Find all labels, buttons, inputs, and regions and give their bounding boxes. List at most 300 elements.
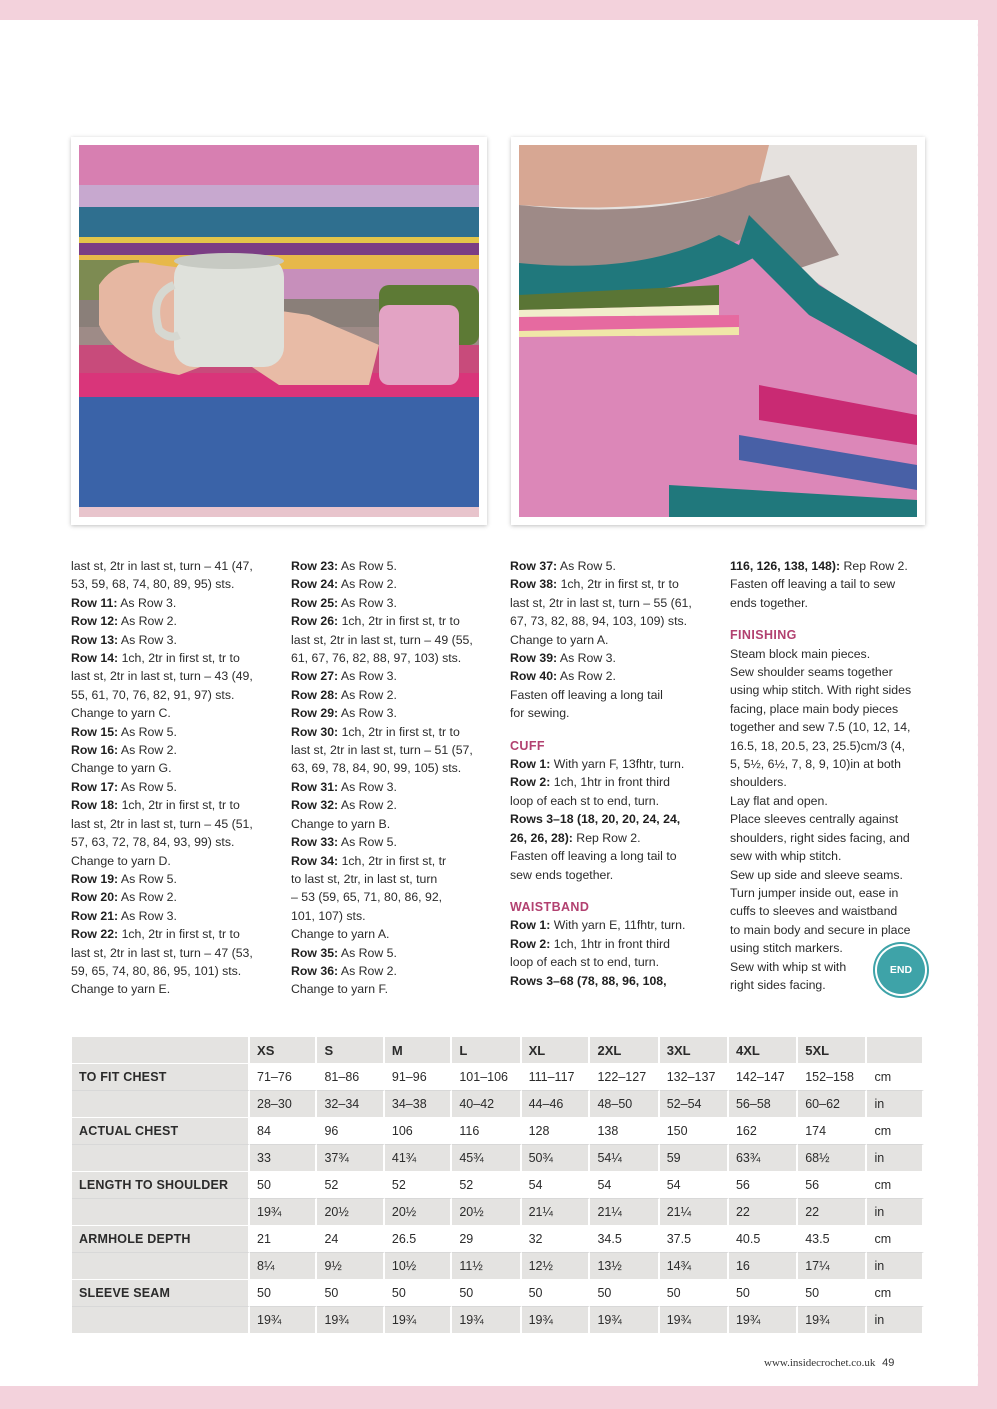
size-header-cell: XS — [250, 1037, 317, 1064]
pattern-line — [510, 810, 720, 828]
pattern-line — [291, 594, 501, 612]
measurement-value: 11½ — [452, 1253, 521, 1280]
measurement-value: 63¾ — [729, 1145, 798, 1172]
measurement-label: TO FIT CHEST — [72, 1064, 250, 1091]
measurement-value: 41¾ — [385, 1145, 452, 1172]
row-text: Fasten off leaving a long tail — [510, 687, 663, 702]
size-header-row — [72, 1037, 924, 1064]
row-text: Change to yarn D. — [71, 853, 171, 868]
pattern-line — [510, 829, 720, 847]
pattern-line — [510, 792, 720, 810]
row-label: Row 30: — [291, 724, 339, 739]
row-text: Fasten off leaving a long tail to — [510, 849, 677, 864]
pattern-line — [730, 645, 940, 663]
row-text: sew with whip stitch. — [730, 849, 842, 864]
pattern-line — [291, 575, 501, 593]
row-text: ends together. — [730, 595, 808, 610]
row-text: 57, 63, 72, 78, 84, 93, 99) sts. — [71, 835, 235, 850]
size-table-row — [72, 1199, 924, 1226]
row-text: 5, 5½, 6½, 7, 8, 9, 10)in at both — [730, 757, 901, 772]
measurement-value: 28–30 — [250, 1091, 317, 1118]
row-label: Row 37: — [510, 559, 558, 573]
measurement-value: 174 — [798, 1118, 867, 1145]
measurement-value: 50 — [385, 1280, 452, 1307]
row-label: Row 39: — [510, 651, 558, 666]
pattern-line — [291, 649, 501, 667]
row-text: shoulders. — [730, 775, 787, 790]
measurement-value: 37¾ — [317, 1145, 384, 1172]
row-text: Steam block main pieces. — [730, 646, 871, 661]
row-text: 1ch, 1htr in front third — [550, 936, 670, 951]
measurement-value: 54¼ — [590, 1145, 659, 1172]
pattern-line — [510, 972, 720, 990]
row-text: Sew shoulder seams together — [730, 665, 893, 680]
pattern-column-3 — [510, 557, 720, 990]
pattern-line — [291, 557, 501, 575]
row-label: Row 2: — [510, 775, 551, 790]
row-label: Row 31: — [291, 779, 339, 794]
row-label: Row 33: — [291, 835, 339, 850]
pattern-line — [291, 612, 501, 630]
measurement-label — [72, 1307, 250, 1334]
row-text: As Row 5. — [338, 945, 397, 960]
measurement-value: 52 — [452, 1172, 521, 1199]
pattern-line — [71, 741, 281, 759]
section-heading: FINISHING — [730, 628, 797, 643]
pattern-line — [291, 870, 501, 888]
size-header-cell: S — [317, 1037, 384, 1064]
row-label: Row 15: — [71, 724, 119, 739]
measurement-value: 138 — [590, 1118, 659, 1145]
row-label: Row 20: — [71, 890, 119, 905]
row-text: Fasten off leaving a tail to sew — [730, 577, 896, 592]
measurement-value: 20½ — [317, 1199, 384, 1226]
row-text: As Row 2. — [338, 963, 397, 978]
row-text: 1ch, 2tr in first st, tr — [338, 853, 447, 868]
pattern-line — [71, 667, 281, 685]
measurement-value: 68½ — [798, 1145, 867, 1172]
measurement-value: 21 — [250, 1226, 317, 1253]
measurement-value: 81–86 — [317, 1064, 384, 1091]
row-label: Row 26: — [291, 614, 339, 629]
pattern-line — [71, 870, 281, 888]
measurement-value: 24 — [317, 1226, 384, 1253]
pattern-line — [71, 888, 281, 906]
end-badge: END — [877, 946, 925, 994]
measurement-label — [72, 1199, 250, 1226]
pattern-line — [730, 902, 940, 920]
pattern-line — [71, 686, 281, 704]
size-table-row — [72, 1307, 924, 1334]
pattern-line — [71, 944, 281, 962]
row-text: loop of each st to end, turn. — [510, 793, 660, 808]
pattern-line — [730, 792, 940, 810]
page-number: 49 — [882, 1357, 895, 1369]
measurement-value: 96 — [317, 1118, 384, 1145]
row-text: As Row 3. — [338, 595, 397, 610]
measurement-value: 33 — [250, 1145, 317, 1172]
row-text: last st, 2tr in last st, turn – 43 (49, — [71, 669, 253, 684]
pattern-line — [510, 649, 720, 667]
measurement-value: 54 — [522, 1172, 591, 1199]
measurement-value: 101–106 — [452, 1064, 521, 1091]
pattern-line — [510, 935, 720, 953]
measurement-value: 22 — [798, 1199, 867, 1226]
pattern-line — [730, 773, 940, 791]
row-label: Row 21: — [71, 908, 119, 923]
pattern-line — [71, 815, 281, 833]
row-text: Turn jumper inside out, ease in — [730, 885, 899, 900]
row-text: – 53 (59, 65, 71, 80, 86, 92, — [291, 890, 443, 905]
row-label: Rows 3–68 (78, 88, 96, 108, — [510, 973, 667, 988]
row-label: Row 40: — [510, 669, 558, 684]
pattern-line — [510, 631, 720, 649]
row-text: 59, 65, 74, 80, 86, 95, 101) sts. — [71, 963, 242, 978]
measurement-value: 111–117 — [522, 1064, 591, 1091]
measurement-value: 20½ — [385, 1199, 452, 1226]
pattern-line — [71, 575, 281, 593]
pattern-line — [730, 847, 940, 865]
measurement-value: 48–50 — [590, 1091, 659, 1118]
row-text: last st, 2tr in last st, turn – 49 (55, — [291, 632, 473, 647]
pattern-line — [291, 723, 501, 741]
row-text: Rep Row 2. — [840, 559, 908, 573]
row-text: As Row 3. — [118, 908, 177, 923]
row-text: Lay flat and open. — [730, 793, 828, 808]
row-text: last st, 2tr in last st, turn – 45 (51, — [71, 816, 253, 831]
measurement-value: 54 — [660, 1172, 729, 1199]
pattern-line — [510, 667, 720, 685]
measurement-value: 22 — [729, 1199, 798, 1226]
row-text: Change to yarn E. — [71, 982, 171, 997]
pattern-line — [291, 925, 501, 943]
size-table-row — [72, 1253, 924, 1280]
pattern-line — [291, 980, 501, 998]
measurement-value: 50 — [660, 1280, 729, 1307]
pattern-line — [730, 681, 940, 699]
measurement-value: 152–158 — [798, 1064, 867, 1091]
measurement-value: 32 — [522, 1226, 591, 1253]
row-text: 1ch, 2tr in first st, tr to — [557, 577, 679, 592]
row-text: 67, 73, 82, 88, 94, 103, 109) sts. — [510, 614, 688, 629]
measurement-value: 91–96 — [385, 1064, 452, 1091]
pattern-line — [730, 594, 940, 612]
size-table-row — [72, 1091, 924, 1118]
measurement-value: 50 — [250, 1280, 317, 1307]
row-text: to main body and secure in place — [730, 922, 911, 937]
row-text: last st, 2tr in last st, turn – 55 (61, — [510, 595, 692, 610]
pattern-line — [510, 755, 720, 773]
row-text: As Row 2. — [338, 798, 397, 813]
measurement-label: LENGTH TO SHOULDER — [72, 1172, 250, 1199]
pattern-line — [291, 888, 501, 906]
measurement-value: 19¾ — [729, 1307, 798, 1334]
measurement-value: 50 — [729, 1280, 798, 1307]
row-label: Row 1: — [510, 918, 551, 933]
row-label: 116, 126, 138, 148): — [730, 559, 841, 573]
row-text: Change to yarn G. — [71, 761, 172, 776]
row-text: Sew with whip st with — [730, 959, 847, 974]
measurement-value: 71–76 — [250, 1064, 317, 1091]
row-text: 1ch, 2tr in first st, tr to — [118, 651, 240, 666]
pattern-line — [291, 704, 501, 722]
measurement-value: 56–58 — [729, 1091, 798, 1118]
row-text: 61, 67, 76, 82, 88, 97, 103) sts. — [291, 651, 462, 666]
row-text: for sewing. — [510, 706, 570, 721]
row-label: Row 19: — [71, 871, 119, 886]
measurement-value: 50 — [452, 1280, 521, 1307]
pattern-line — [71, 612, 281, 630]
measurement-value: 34.5 — [590, 1226, 659, 1253]
measurement-value: 19¾ — [798, 1307, 867, 1334]
row-text: 1ch, 2tr in first st, tr to — [118, 927, 240, 942]
pattern-line — [510, 575, 720, 593]
size-header-cell: 5XL — [798, 1037, 867, 1064]
pattern-line — [291, 852, 501, 870]
pattern-line — [291, 815, 501, 833]
measurement-value: 21¼ — [590, 1199, 659, 1226]
row-label: Row 29: — [291, 706, 339, 721]
measurement-unit: in — [867, 1307, 924, 1334]
page-footer — [764, 1357, 894, 1369]
row-text: As Row 3. — [338, 706, 397, 721]
measurement-value: 10½ — [385, 1253, 452, 1280]
scalloped-border-bottom — [0, 1382, 978, 1392]
size-header-cell: 2XL — [590, 1037, 659, 1064]
measurement-value: 19¾ — [452, 1307, 521, 1334]
row-label: Row 27: — [291, 669, 339, 684]
measurement-value: 50 — [522, 1280, 591, 1307]
pattern-line — [730, 737, 940, 755]
measurement-value: 19¾ — [522, 1307, 591, 1334]
row-label: Row 17: — [71, 779, 119, 794]
pattern-line — [730, 829, 940, 847]
pattern-line — [291, 907, 501, 925]
row-text: Change to yarn F. — [291, 982, 389, 997]
row-label: Row 34: — [291, 853, 339, 868]
measurement-value: 20½ — [452, 1199, 521, 1226]
measurement-value: 12½ — [522, 1253, 591, 1280]
row-text: Change to yarn A. — [510, 632, 609, 647]
sweater-shoulder-illustration — [519, 145, 917, 517]
size-table-row — [72, 1226, 924, 1253]
row-text: together and sew 7.5 (10, 12, 14, — [730, 720, 911, 735]
row-text: As Row 3. — [557, 651, 616, 666]
measurement-value: 162 — [729, 1118, 798, 1145]
pattern-line — [730, 866, 940, 884]
row-text: cuffs to sleeves and waistband — [730, 904, 898, 919]
measurement-value: 13½ — [590, 1253, 659, 1280]
pattern-line — [71, 778, 281, 796]
row-label: Row 22: — [71, 927, 119, 942]
row-label: Row 23: — [291, 559, 339, 573]
measurement-value: 50¾ — [522, 1145, 591, 1172]
pattern-line — [291, 759, 501, 777]
pattern-line — [730, 575, 940, 593]
pattern-line — [71, 723, 281, 741]
measurement-unit: in — [867, 1253, 924, 1280]
pattern-line — [510, 612, 720, 630]
row-text: 1ch, 2tr in first st, tr to — [118, 798, 240, 813]
pattern-line — [510, 916, 720, 934]
pattern-line — [291, 944, 501, 962]
measurement-label: ACTUAL CHEST — [72, 1118, 250, 1145]
measurement-value: 21¼ — [522, 1199, 591, 1226]
row-text: As Row 5. — [338, 835, 397, 850]
measurement-value: 34–38 — [385, 1091, 452, 1118]
measurement-value: 106 — [385, 1118, 452, 1145]
measurement-label — [72, 1091, 250, 1118]
pattern-line — [71, 704, 281, 722]
row-text: As Row 5. — [557, 559, 616, 573]
measurement-label — [72, 1253, 250, 1280]
size-table-row — [72, 1064, 924, 1091]
measurement-value: 21¼ — [660, 1199, 729, 1226]
row-text: As Row 2. — [118, 743, 177, 758]
pattern-line — [510, 704, 720, 722]
row-text: right sides facing. — [730, 977, 826, 992]
pattern-line — [510, 953, 720, 971]
pattern-line — [71, 925, 281, 943]
row-label: Row 2: — [510, 936, 551, 951]
measurement-value: 29 — [452, 1226, 521, 1253]
row-text: Rep Row 2. — [572, 830, 641, 845]
row-text: Place sleeves centrally against — [730, 812, 899, 827]
pattern-line — [71, 649, 281, 667]
measurement-value: 54 — [590, 1172, 659, 1199]
pattern-line — [71, 631, 281, 649]
measurement-unit: cm — [867, 1280, 924, 1307]
measurement-value: 19¾ — [250, 1199, 317, 1226]
row-label: Row 11: — [71, 595, 118, 610]
size-table-row — [72, 1145, 924, 1172]
pattern-line — [71, 759, 281, 777]
measurement-value: 19¾ — [385, 1307, 452, 1334]
pattern-line — [291, 962, 501, 980]
row-text: 53, 59, 68, 74, 80, 89, 95) sts. — [71, 577, 235, 592]
measurement-value: 19¾ — [250, 1307, 317, 1334]
measurement-unit: in — [867, 1199, 924, 1226]
measurement-value: 52–54 — [660, 1091, 729, 1118]
scalloped-border-top — [0, 14, 978, 24]
pattern-line — [291, 741, 501, 759]
row-text: loop of each st to end, turn. — [510, 955, 660, 970]
pattern-line — [730, 718, 940, 736]
pattern-line — [510, 557, 720, 575]
pattern-line — [71, 852, 281, 870]
size-table-row — [72, 1280, 924, 1307]
size-header-cell: XL — [522, 1037, 591, 1064]
measurement-value: 45¾ — [452, 1145, 521, 1172]
pattern-line — [730, 663, 940, 681]
row-text: 16.5, 18, 20.5, 23, 25.5)cm/3 (4, — [730, 738, 905, 753]
measurement-value: 59 — [660, 1145, 729, 1172]
measurement-value: 32–34 — [317, 1091, 384, 1118]
pattern-column-4 — [730, 557, 940, 994]
measurement-value: 52 — [317, 1172, 384, 1199]
row-text: As Row 3. — [338, 779, 397, 794]
footer-website: www.insidecrochet.co.uk — [764, 1357, 876, 1369]
row-text: last st, 2tr in last st, turn – 41 (47, — [71, 559, 253, 573]
measurement-value: 26.5 — [385, 1226, 452, 1253]
sweater-front-illustration — [79, 145, 479, 517]
measurement-unit: in — [867, 1145, 924, 1172]
header-unit-cell — [867, 1037, 924, 1064]
row-text: As Row 3. — [338, 669, 397, 684]
size-table-row — [72, 1172, 924, 1199]
measurement-unit: in — [867, 1091, 924, 1118]
measurement-value: 19¾ — [660, 1307, 729, 1334]
pattern-line — [71, 907, 281, 925]
row-text: Change to yarn B. — [291, 816, 391, 831]
measurement-value: 84 — [250, 1118, 317, 1145]
measurement-value: 9½ — [317, 1253, 384, 1280]
row-text: Sew up side and sleeve seams. — [730, 867, 903, 882]
row-text: sew ends together. — [510, 867, 614, 882]
pattern-line — [291, 667, 501, 685]
row-label: Row 28: — [291, 687, 339, 702]
row-label: Row 25: — [291, 595, 339, 610]
section-heading: CUFF — [510, 738, 545, 753]
row-label: Rows 3–18 (18, 20, 20, 24, 24, — [510, 812, 681, 827]
measurement-value: 56 — [798, 1172, 867, 1199]
pattern-line — [291, 796, 501, 814]
size-header-cell: M — [385, 1037, 452, 1064]
measurement-value: 122–127 — [590, 1064, 659, 1091]
pattern-line — [291, 778, 501, 796]
row-label: 26, 26, 28): — [510, 830, 573, 845]
sweater-shoulder-photo — [511, 137, 925, 525]
measurement-value: 128 — [522, 1118, 591, 1145]
row-text: 55, 61, 70, 76, 82, 91, 97) sts. — [71, 687, 235, 702]
measurement-value: 14¾ — [660, 1253, 729, 1280]
pattern-line — [71, 962, 281, 980]
row-text: using stitch markers. — [730, 941, 843, 956]
pattern-line — [71, 557, 281, 575]
measurement-value: 50 — [590, 1280, 659, 1307]
measurement-value: 8¼ — [250, 1253, 317, 1280]
measurement-label: SLEEVE SEAM — [72, 1280, 250, 1307]
measurement-value: 50 — [798, 1280, 867, 1307]
pattern-line — [730, 755, 940, 773]
row-text: facing, place main body pieces — [730, 701, 899, 716]
measurement-value: 16 — [729, 1253, 798, 1280]
pattern-line — [730, 557, 940, 575]
row-text: 1ch, 2tr in first st, tr to — [338, 614, 460, 629]
row-text: 101, 107) sts. — [291, 908, 366, 923]
size-header-cell: 4XL — [729, 1037, 798, 1064]
measurement-value: 142–147 — [729, 1064, 798, 1091]
row-text: to last st, 2tr, in last st, turn — [291, 871, 438, 886]
measurement-value: 50 — [317, 1280, 384, 1307]
pattern-line — [71, 980, 281, 998]
row-label: Row 14: — [71, 651, 119, 666]
row-text: As Row 2. — [118, 890, 177, 905]
measurement-value: 52 — [385, 1172, 452, 1199]
pattern-line — [510, 773, 720, 791]
row-text: As Row 3. — [118, 632, 177, 647]
row-text: As Row 5. — [338, 559, 397, 573]
row-label: Row 36: — [291, 963, 339, 978]
size-header-cell: 3XL — [660, 1037, 729, 1064]
measurement-value: 44–46 — [522, 1091, 591, 1118]
pattern-line — [291, 686, 501, 704]
pattern-line — [730, 884, 940, 902]
size-chart-table — [72, 1037, 924, 1334]
sweater-front-photo — [71, 137, 487, 525]
pattern-line — [71, 796, 281, 814]
scalloped-border-right — [974, 20, 984, 1386]
